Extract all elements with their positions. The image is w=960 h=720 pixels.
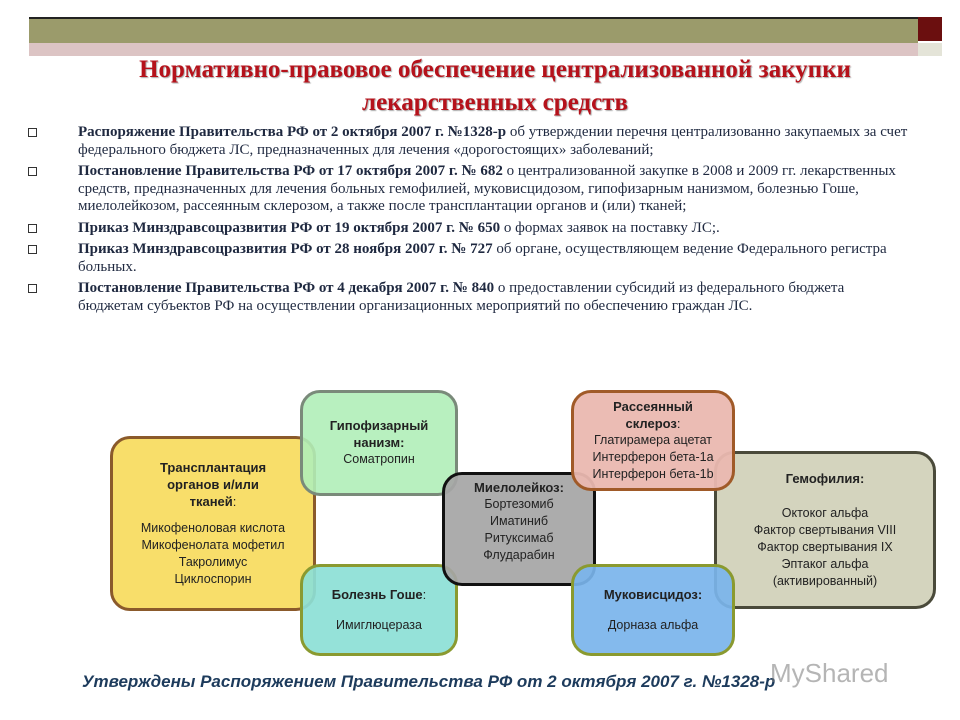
document-title: Приказ Минздравсоцразвития РФ от 19 октября 2007 г. № 650 bbox=[78, 219, 501, 236]
document-description: о централизованной закупке в 2008 и 2009 гг. лекарственных средств, предназначенных для лечения больных гемофилией, муковисцидозом, гипофизарным нанизмом, болезнью Гоше, миелолейкозом, рассеянным склерозом, а также после трансплантации органов и (или) тканей; bbox=[78, 163, 896, 214]
bullet-item bbox=[28, 241, 908, 276]
drug-name: Эптаког альфа bbox=[781, 557, 869, 571]
box-nanism bbox=[300, 390, 458, 496]
drug-name: (активированный) bbox=[772, 574, 878, 588]
document-description: об утверждении перечня централизованно закупаемых за счет федерального бюджета ЛС, предназначенных для лечения «дорогостоящих» заболеваний; bbox=[78, 124, 908, 158]
square-bullet-icon bbox=[28, 224, 37, 233]
box-cystic-fibrosis bbox=[571, 564, 735, 656]
drug-name: Фактор свертывания VIII bbox=[753, 523, 897, 537]
drug-name: Октоког альфа bbox=[781, 506, 869, 520]
box-multiple-sclerosis bbox=[571, 390, 735, 491]
square-bullet-icon bbox=[28, 167, 37, 176]
box-heading: Рассеянный склероз: bbox=[613, 399, 693, 431]
square-bullet-icon bbox=[28, 245, 37, 254]
drug-name: Имиглюцераза bbox=[336, 618, 422, 632]
drug-name: Флударабин bbox=[483, 548, 555, 562]
drug-name: Интерферон бета-1b bbox=[592, 467, 714, 481]
box-heading: Муковисцидоз: bbox=[603, 587, 703, 602]
header-strip-square bbox=[918, 43, 942, 56]
document-description: о формах заявок на поставку ЛС;. bbox=[500, 219, 720, 236]
box-myeloleukosis bbox=[442, 472, 596, 586]
drug-name: Ритуксимаб bbox=[484, 531, 554, 545]
square-bullet-icon bbox=[28, 284, 37, 293]
drug-name: Циклоспорин bbox=[174, 572, 252, 586]
document-description: о предоставлении субсидий из федерального бюджета бюджетам субъектов РФ на осуществлении организационных мероприятий по обеспечению граждан ЛС. bbox=[78, 280, 845, 314]
document-title: Постановление Правительства РФ от 17 октября 2007 г. № 682 bbox=[78, 163, 503, 179]
footer-note: Утверждены Распоряжением Правительства РФ от 2 октября 2007 г. №1328-р bbox=[82, 672, 776, 691]
document-title: Приказ Минздравсоцразвития РФ от 28 ноября 2007 г. № 727 bbox=[78, 241, 493, 257]
square-bullet-icon bbox=[28, 128, 37, 137]
box-heading: Трансплантация органов и/или тканей: bbox=[159, 460, 267, 509]
box-heading: Гипофизарный нанизм: bbox=[329, 418, 429, 450]
document-description: об органе, осуществляющем ведение Федерального регистра больных. bbox=[78, 241, 887, 275]
drug-name: Такролимус bbox=[178, 555, 248, 569]
drug-name: Фактор свертывания IX bbox=[757, 540, 893, 554]
document-title: Распоряжение Правительства РФ от 2 октября 2007 г. №1328-р bbox=[78, 124, 507, 140]
drug-name: Микофеноловая кислота bbox=[140, 521, 286, 535]
bullet-item bbox=[28, 220, 908, 238]
slide-title-line2: лекарственных средств bbox=[362, 89, 628, 116]
slide-title-line1: Нормативно-правовое обеспечение централизованной закупки bbox=[139, 56, 851, 83]
watermark: MyShared bbox=[770, 658, 889, 688]
bullet-item bbox=[28, 163, 908, 216]
box-heading: Болезнь Гоше: bbox=[331, 587, 427, 602]
box-gaucher bbox=[300, 564, 458, 656]
box-transplant bbox=[110, 436, 316, 611]
box-hemophilia bbox=[714, 451, 936, 609]
drug-name: Соматропин bbox=[343, 452, 415, 466]
header-accent-square bbox=[918, 17, 942, 41]
drug-name: Дорназа альфа bbox=[607, 618, 699, 632]
header-strip bbox=[29, 43, 918, 56]
bullet-item bbox=[28, 124, 908, 159]
bullet-item bbox=[28, 280, 908, 315]
drug-name: Иматиниб bbox=[489, 514, 548, 528]
drug-name: Интерферон бета-1a bbox=[592, 450, 714, 464]
bullet-list bbox=[28, 124, 908, 319]
box-heading: Миелолейкоз: bbox=[474, 480, 564, 495]
document-title: Постановление Правительства РФ от 4 декабря 2007 г. № 840 bbox=[78, 280, 495, 296]
drug-name: Бортезомиб bbox=[484, 497, 554, 511]
drug-name: Глатирамера ацетат bbox=[593, 433, 713, 447]
header-banner bbox=[29, 17, 918, 45]
drug-name: Микофенолата мофетил bbox=[141, 538, 285, 552]
box-heading: Гемофилия: bbox=[785, 471, 865, 486]
